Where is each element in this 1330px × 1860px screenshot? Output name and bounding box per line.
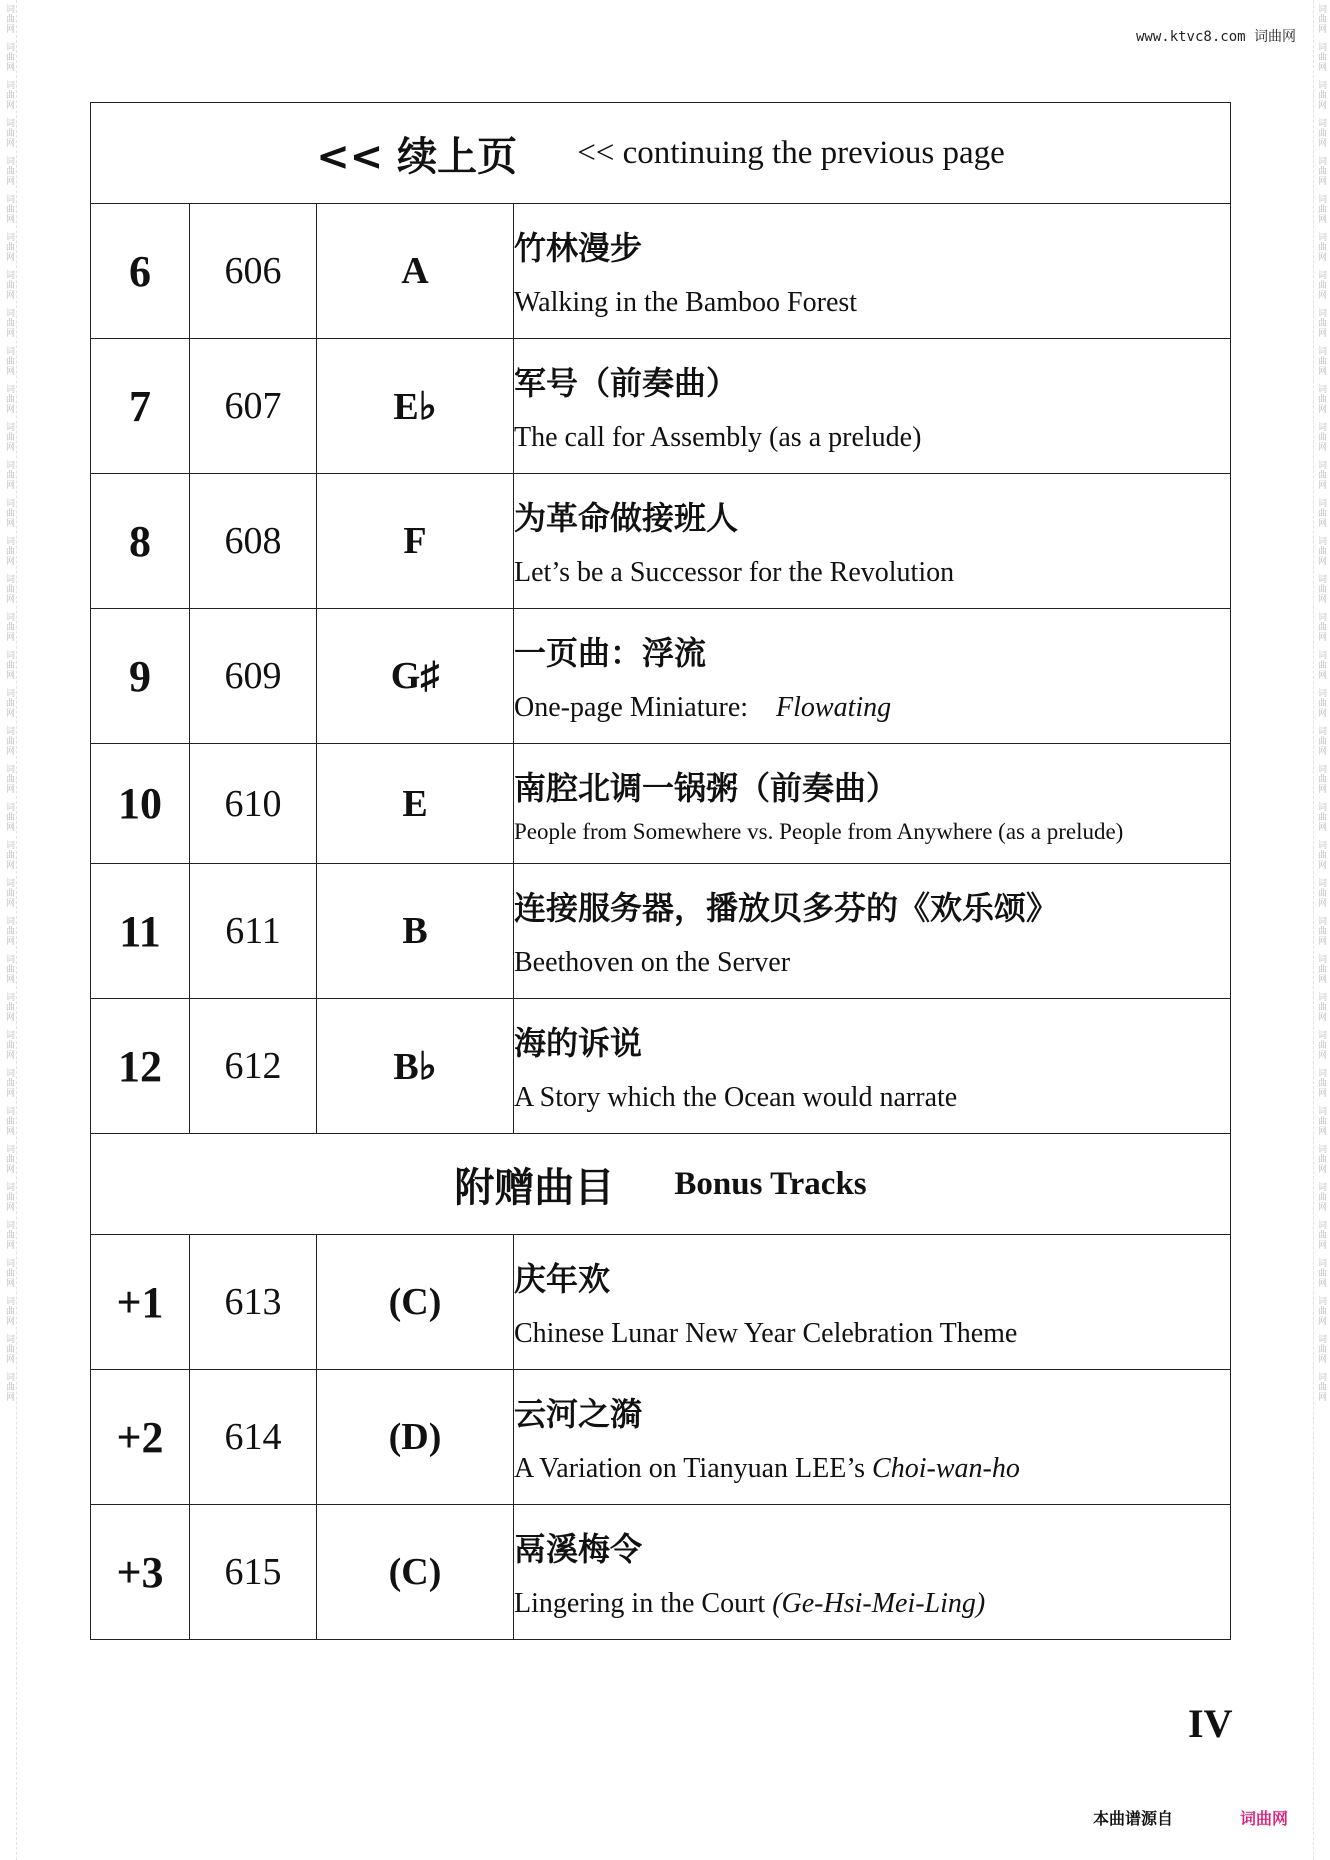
bonus-key: (C) [317, 1235, 514, 1370]
track-key: G♯ [317, 609, 514, 744]
bonus-title-en [514, 1453, 1230, 1485]
bonus-number: +2 [91, 1370, 190, 1505]
track-title-cell [514, 864, 1231, 999]
table-row [91, 1370, 1231, 1505]
track-number: 12 [91, 999, 190, 1134]
track-title-cn: 为革命做接班人 [514, 499, 739, 537]
table-row [91, 339, 1231, 474]
page-number: IV [1188, 1701, 1233, 1746]
continued-header-row [91, 103, 1231, 204]
bonus-title-en-italic: Choi-wan-ho [872, 1453, 1020, 1484]
track-number: 10 [91, 744, 190, 864]
table-row [91, 1505, 1231, 1640]
bonus-header-cn: 附赠曲目 [454, 1164, 615, 1211]
table-row [91, 864, 1231, 999]
bonus-header-en: Bonus Tracks [674, 1165, 867, 1202]
track-number: 7 [91, 339, 190, 474]
bonus-number: +1 [91, 1235, 190, 1370]
bonus-title-en-text: A Variation on Tianyuan LEE’s [514, 1453, 866, 1484]
continued-header-en: << continuing the previous page [577, 134, 1005, 171]
table-row [91, 609, 1231, 744]
track-title-cell [514, 474, 1231, 609]
continued-header-cn: << 续上页 [316, 133, 518, 180]
track-title-en: A Story which the Ocean would narrate [514, 1082, 958, 1113]
bonus-title-cn: 庆年欢 [514, 1260, 611, 1298]
footer-brand-link[interactable]: 词曲网 [1240, 1809, 1289, 1828]
track-number: 8 [91, 474, 190, 609]
bonus-code: 613 [190, 1235, 317, 1370]
track-table [90, 102, 1231, 1640]
track-code: 608 [190, 474, 317, 609]
track-title-en: People from Somewhere vs. People from Anywhere (as a prelude) [514, 818, 1124, 844]
track-number: 11 [91, 864, 190, 999]
track-title-cn: 南腔北调一锅粥（前奏曲） [514, 768, 899, 807]
bonus-code: 614 [190, 1370, 317, 1505]
track-title-en: The call for Assembly (as a prelude) [514, 422, 922, 453]
track-title-cell [514, 339, 1231, 474]
bonus-key: (D) [317, 1370, 514, 1505]
bonus-title-en [514, 1588, 1230, 1620]
bonus-title-cn: 云河之漪 [514, 1395, 643, 1433]
track-code: 611 [190, 864, 317, 999]
footer-source: 本曲谱源自 [1093, 1809, 1174, 1828]
right-watermark-strip: 词曲网 词曲网 词曲网 词曲网 词曲网 词曲网 词曲网 词曲网 词曲网 词曲网 词曲网 词曲网 词曲网 词曲网 词曲网 词曲网 词曲网 词曲网 词曲网 词曲网 词曲网 词曲网 词曲网 词曲网 词曲网 词曲网 词曲网 词曲网 词曲网 词曲网 词曲网 词曲网 词曲网 词曲网 词曲网 词曲网 词曲网 [1313, 0, 1328, 1860]
track-key: E♭ [317, 339, 514, 474]
track-title-cell [514, 744, 1231, 864]
track-number: 6 [91, 204, 190, 339]
track-title-en: Walking in the Bamboo Forest [514, 287, 858, 318]
track-title-cell [514, 204, 1231, 339]
track-title-en: Beethoven on the Server [514, 947, 791, 978]
track-title-cn: 竹林漫步 [514, 229, 643, 267]
bonus-number: +3 [91, 1505, 190, 1640]
track-code: 607 [190, 339, 317, 474]
bonus-title-cell [514, 1370, 1231, 1505]
track-title-cell [514, 609, 1231, 744]
table-row [91, 474, 1231, 609]
bonus-title-cn: 鬲溪梅令 [514, 1530, 643, 1568]
bonus-title-en: Chinese Lunar New Year Celebration Theme [514, 1318, 1018, 1349]
track-code: 612 [190, 999, 317, 1134]
track-code: 610 [190, 744, 317, 864]
track-key: F [317, 474, 514, 609]
track-title-cn: 海的诉说 [514, 1024, 643, 1062]
track-title-en [514, 692, 1230, 724]
track-number: 9 [91, 609, 190, 744]
track-title-cn: 军号（前奏曲） [514, 364, 739, 402]
track-key: B [317, 864, 514, 999]
bonus-key: (C) [317, 1505, 514, 1640]
bonus-code: 615 [190, 1505, 317, 1640]
track-title-en-text: One-page Miniature: [514, 692, 749, 723]
track-key: B♭ [317, 999, 514, 1134]
track-title-en: Let’s be a Successor for the Revolution [514, 557, 955, 588]
watermark-url [1136, 26, 1296, 46]
watermark-url-text: www.ktvc8.com [1135, 29, 1246, 45]
table-row [91, 204, 1231, 339]
bonus-title-cell [514, 1505, 1231, 1640]
table-row [91, 744, 1231, 864]
track-title-cn: 一页曲：浮流 [514, 634, 707, 672]
track-code: 609 [190, 609, 317, 744]
bonus-header-row [91, 1134, 1231, 1235]
track-title-en-italic: Flowating [776, 692, 892, 723]
bonus-title-en-text: Lingering in the Court [514, 1588, 766, 1619]
track-title-cn: 连接服务器，播放贝多芬的《欢乐颂》 [514, 889, 1059, 927]
track-code: 606 [190, 204, 317, 339]
bonus-title-cell [514, 1235, 1231, 1370]
table-row [91, 999, 1231, 1134]
left-watermark-strip: 词曲网 词曲网 词曲网 词曲网 词曲网 词曲网 词曲网 词曲网 词曲网 词曲网 词曲网 词曲网 词曲网 词曲网 词曲网 词曲网 词曲网 词曲网 词曲网 词曲网 词曲网 词曲网 词曲网 词曲网 词曲网 词曲网 词曲网 词曲网 词曲网 词曲网 词曲网 词曲网 词曲网 词曲网 词曲网 词曲网 词曲网 [2, 0, 17, 1860]
watermark-site-text: 词曲网 [1254, 29, 1296, 45]
table-row [91, 1235, 1231, 1370]
bonus-title-en-italic: (Ge-Hsi-Mei-Ling) [772, 1588, 986, 1619]
track-title-cell [514, 999, 1231, 1134]
track-key: A [317, 204, 514, 339]
track-key: E [317, 744, 514, 864]
